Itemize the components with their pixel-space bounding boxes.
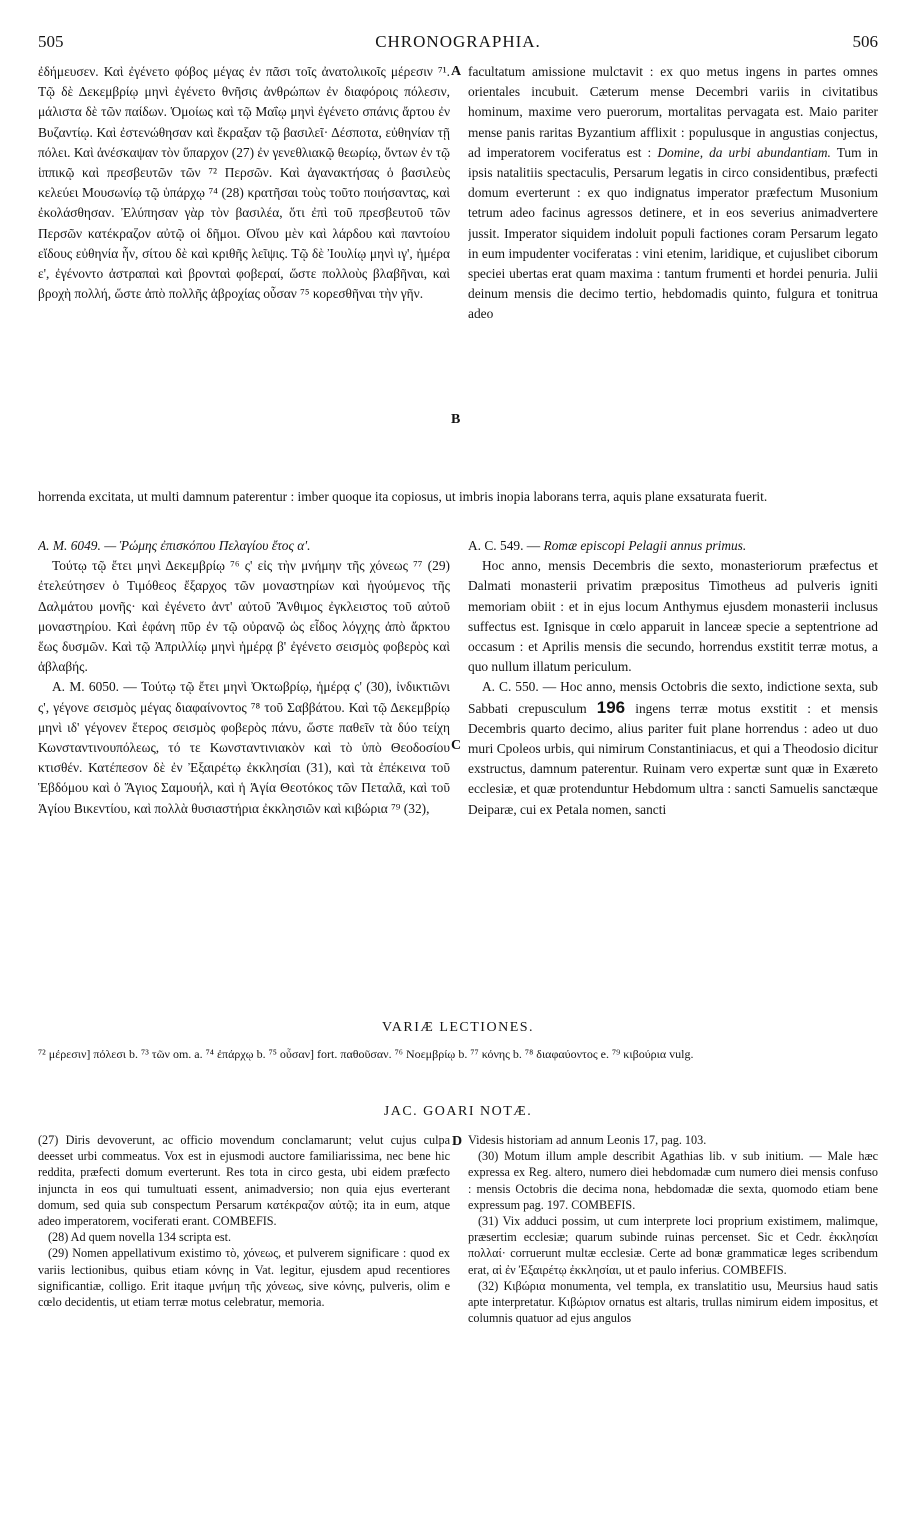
note-28: (28) Ad quem novella 134 scripta est. — [48, 1230, 232, 1245]
fullwidth-text: horrenda excitata, ut multi damnum paterentur : imber quoque ita copiosus, ut imbris inopia laborans terra, aquis plane exsaturata fuerit. — [38, 489, 768, 504]
note-32: (32) Κιβώρια monumenta, vel templa, ex translatitio usu, Meursius haud satis apte interpretatur. Κιβώριον ornatus est altaris, trullas nimirum eidem impositus, et columnis quatuor ad ejus angulos — [468, 1278, 878, 1326]
latin-paragraph-1: facultatum amissione mulctavit : ex quo metus ingens in partes omnes orientales incubuit. Cæterum mense Decembri variis in civitatibus hominum, maxime vero puerorum, mortalitas pervagata est. Maio pariter mense panis raritas Byzantium afflixit : populusque in angustias conjectus, ad imperatorem vociferatus est : Domine, da urbi abundantiam. Tum in ipsis natalitiis spectaculis, Persarum legatis in circo considentibus, præfecti domum everterunt : ex quo indignatus imperator præfectum Musonium tetrum adeo facinus agressos detinere, et in eos severius animadvertere jussit. Imperator siquidem indoluit populi factiones coram Persarum legato in eum impudenter vociferatas : vini etenim, laridique, et cujuslibet ciborum speciei ubertas erat quam maxima : tantum frumenti et hordei penuria. Julii deinum mensis die decimo tertio, hebdomadis quinto, fulgura et tonitrua adeo — [468, 64, 878, 322]
note-27: (27) Diris devoverunt, ac officio movendum conclamarunt; velut cujus culpa deesset urbi commeatus. Vox est in ejusmodi auctore familiarissima, nec bene hic reddita, præfecti domum everterunt. Res tota in circo gesta, ubi eidem præfecto injuncta in eos qui tumultuati essent, animadversio; non quia ejus everterant domum, sed quia sub conspectum Persarum κατέκραζον αὐτῷ; ita in eum, atque adeo imperatorem, vociferati erant. COMBEFIS. — [38, 1133, 450, 1229]
margin-marker-c: C — [451, 738, 462, 753]
page-number-left: 505 — [38, 32, 64, 51]
note-31: (31) Vix adduci possim, ut cum interprete loci proprium existimem, malimque, præsertim ecclesiæ; quarum subinde ruinas percenset. Sic et Cedr. ἐκκλησίαι πολλαί· corruerunt multæ ecclesiæ. Certe ad bonæ grammaticæ leges scribendum erat, αἱ ἐν Ἐξαιρέτῳ ἐκκλησίαι, ut et paulo inferius. COMBEFIS. — [468, 1214, 878, 1277]
margin-page-number: 196 — [596, 697, 626, 717]
latin-column — [468, 62, 878, 486]
latin-paragraph-2: Hoc anno, mensis Decembris die sexto, monasteriorum præfectus et Dalmati monasterii privatim præpositus Timotheus ad pulveris igniti memoriam obiit : et in ejus locum Anthymus ejusdem monasterii inclusus suffectus est. Ignisque in cœlo apparuit in lanceæ specie a septentrione ad occasum : et Aprilis mensis die secundo, horrendus exstitit terræ motus, a quo nullum illatum periculum. — [468, 558, 878, 675]
notes-right-column — [468, 1132, 878, 1532]
notes-left-column — [38, 1132, 450, 1532]
running-title: CHRONOGRAPHIA. — [375, 32, 541, 51]
margin-marker-d: D — [452, 1134, 463, 1149]
greek-year-heading-6049: A. M. 6049. — Ῥώμης ἐπισκόπου Πελαγίου ἔτος α'. — [38, 538, 311, 553]
greek-paragraph-2: Τούτῳ τῷ ἔτει μηνὶ Δεκεμβρίῳ ⁷⁶ ς' εἰς τὴν μνήμην τῆς χόνεως ⁷⁷ (29) ἐτελεύτησεν ὁ Τιμόθεος ἔξαρχος τῶν μοναστηρίων καὶ ἡγούμενος τῆς Δαλμάτου μονῆς· καὶ ἐγένετο ἀντ' αὐτοῦ Ἄνθιμος ἐγκλειστος τοῦ αὐτοῦ μοναστηρίου. Καὶ ἐφάνη πῦρ ἐν τῷ οὐρανῷ ὡς εἶδος λόγχης ἀπὸ ἄρκτου ἕως δυσμῶν. Καὶ τῷ Ἀπριλλίῳ μηνὶ ἡμέρᾳ β' ἐγένετο σεισμὸς φοβερὸς καὶ ἀβλαβής. — [38, 558, 450, 675]
notes-title: JAC. GOARI NOTÆ. — [383, 1104, 533, 1119]
latin-quote: Domine, da urbi abundantiam. — [657, 144, 831, 160]
margin-marker-b: B — [451, 412, 461, 427]
greek-column-2 — [38, 536, 450, 1006]
note-29-continued: Videsis historiam ad annum Leonis 17, pag. 103. — [468, 1133, 707, 1147]
note-29: (29) Nomen appellativum existimo τὸ, χόνεως, et pulverem significare : quod ex variis lectionibus, quibus etiam κόνης in Vat. legitur, ejusdem apud recentiores significantiæ, colligo. Erit itaque μνήμη τῆς χόνεως, sive κόνης, pulveris, olim e cœlo decidentis, ut etiam terræ motus celebratur, memoria. — [38, 1246, 450, 1310]
latin-paragraph-3: A. C. 550. — Hoc anno, mensis Octobris die sexto, indictione sexta, sub Sabbati crepusculum 196 ingens terræ motus exstitit : et mensis Decembris quarto decimo, alius pariter fuit plane horrendus : adeo ut duo muri Cpoleos urbis, qui nimirum Constantiniacus, et qui a Theodosio dicitur exstructus, damnum paterentur. Ruinam vero expertæ sunt quæ in Exæreto ecclesiæ, et quæ protenduntur Hebdomum ultra : sancti Samuelis sanctæque Deiparæ, cui ex Petala nomen, sancti — [468, 679, 878, 817]
latin-year-heading-549: A. C. 549. — Romæ episcopi Pelagii annus primus. — [468, 538, 747, 553]
greek-paragraph-1: ἐδήμευσεν. Καὶ ἐγένετο φόβος μέγας ἐν πᾶσι τοῖς ἀνατολικοῖς μέρεσιν ⁷¹. Τῷ δὲ Δεκεμβρίῳ μηνὶ ἐγένετο θνῆσις ἀνθρώπων ἐν διαφόροις πόλεσιν, μάλιστα δὲ τῶν παίδων. Ὁμοίως καὶ τῷ Μαΐῳ μηνὶ ἐγένετο σπάνις ἄρτου ἐν Βυζαντίῳ. Καὶ ἐστενώθησαν καὶ ἔκραξαν τῷ βασιλεῖ· Δέσποτα, εὐθηνίαν τῇ πόλει. Καὶ ἀνέσκαψαν τὸν ὕπαρχον (27) ἐν γενεθλιακῷ θεωρίῳ, ὄντων ἐν τῷ ἱππικῷ καὶ πρεσβευτῶν τῶν ⁷² Περσῶν. Καὶ ἀγανακτήσας ὁ βασιλεὺς κελεύει Μουσωνίῳ τῷ ὑπάρχῳ ⁷⁴ (28) κρατῆσαι τοὺς τοῦτο ποιήσαντας, καὶ ἐκολάσθησαν. Ἐλύπησαν γὰρ τὸν βασιλέα, ὅτι ἐπὶ τοῦ πρεσβευτοῦ τῶν Περσῶν κατέκραζον αὐτῷ οἱ δῆμοι. Οἴνου μὲν καὶ λάρδου καὶ παντοίου εἴδους εὐθηνία ἦν, σίτου δὲ καὶ κριθῆς λεῖψις. Τῷ δὲ Ἰουλίῳ μηνὶ ιγ', ἡμέρα ε', ἐγένοντο ἀστραπαὶ καὶ βρονταὶ φοβεραί, ὥστε πολλοὺς βλαβῆναι, καὶ βροχὴ πολλή, ὥστε ἀπὸ πολλῆς ἀβροχίας οὖσαν ⁷⁵ κορεσθῆναι τὴν γῆν. — [38, 64, 450, 302]
note-30: (30) Motum illum ample describit Agathias lib. v sub initium. — Male hæc expressa ex Reg. altero, numero diei hebdomadæ cum numero diei mensis confuso : mensis Octobris die decima nona, hebdomadæ die sexta, quomodo etiam bene expressum pag. 197. COMBEFIS. — [468, 1149, 878, 1212]
running-header — [38, 32, 878, 56]
latin-column-2 — [468, 536, 878, 1006]
variae-lectiones-text: ⁷² μέρεσιν] πόλεσι b. ⁷³ τῶν om. a. ⁷⁴ ἐπάρχῳ b. ⁷⁵ οὖσαν] fort. παθοῦσαν. ⁷⁶ Νοεμβρίῳ b. ⁷⁷ κόνης b. ⁷⁸ διαφαύοντος e. ⁷⁹ κιβούρια vulg. — [38, 1047, 694, 1061]
margin-marker-a: A — [451, 64, 462, 79]
greek-column — [38, 62, 450, 486]
page-number-right: 506 — [852, 32, 878, 51]
greek-paragraph-3: A. M. 6050. — Τούτῳ τῷ ἔτει μηνὶ Ὀκτωβρίῳ, ἡμέρᾳ ς' (30), ἰνδικτιῶνι ς', γέγονε σεισμὸς μέγας διαφαίνοντος ⁷⁸ τοῦ Σαββάτου. Καὶ τῷ Δεκεμβρίῳ μηνὶ ιδ' γέγονεν ἕτερος σεισμὸς φοβερὸς πάνυ, ὥστε παθεῖν τὰ δύο τείχη Κωνσταντινουπόλεως, τό τε Κωνσταντινιακὸν καὶ τὸ ὑπὸ Θεοδοσίου κτισθέν. Κατέπεσον δὲ ἐν Ἐξαιρέτῳ ἐκκλησίαι (31), καὶ τὰ ἐπέκεινα τοῦ Ἑβδόμου καὶ ὁ Ἅγιος Σαμουήλ, καὶ ἡ Ἁγία Θεοτόκος τῶν Πεταλᾶ, καὶ τοῦ Ἁγίου Βικεντίου, καὶ πολλὰ θυσιαστήρια ἐκκλησιῶν καὶ κιβώρια ⁷⁹ (32), — [38, 679, 450, 816]
variae-lectiones-title: VARIÆ LECTIONES. — [381, 1020, 535, 1035]
